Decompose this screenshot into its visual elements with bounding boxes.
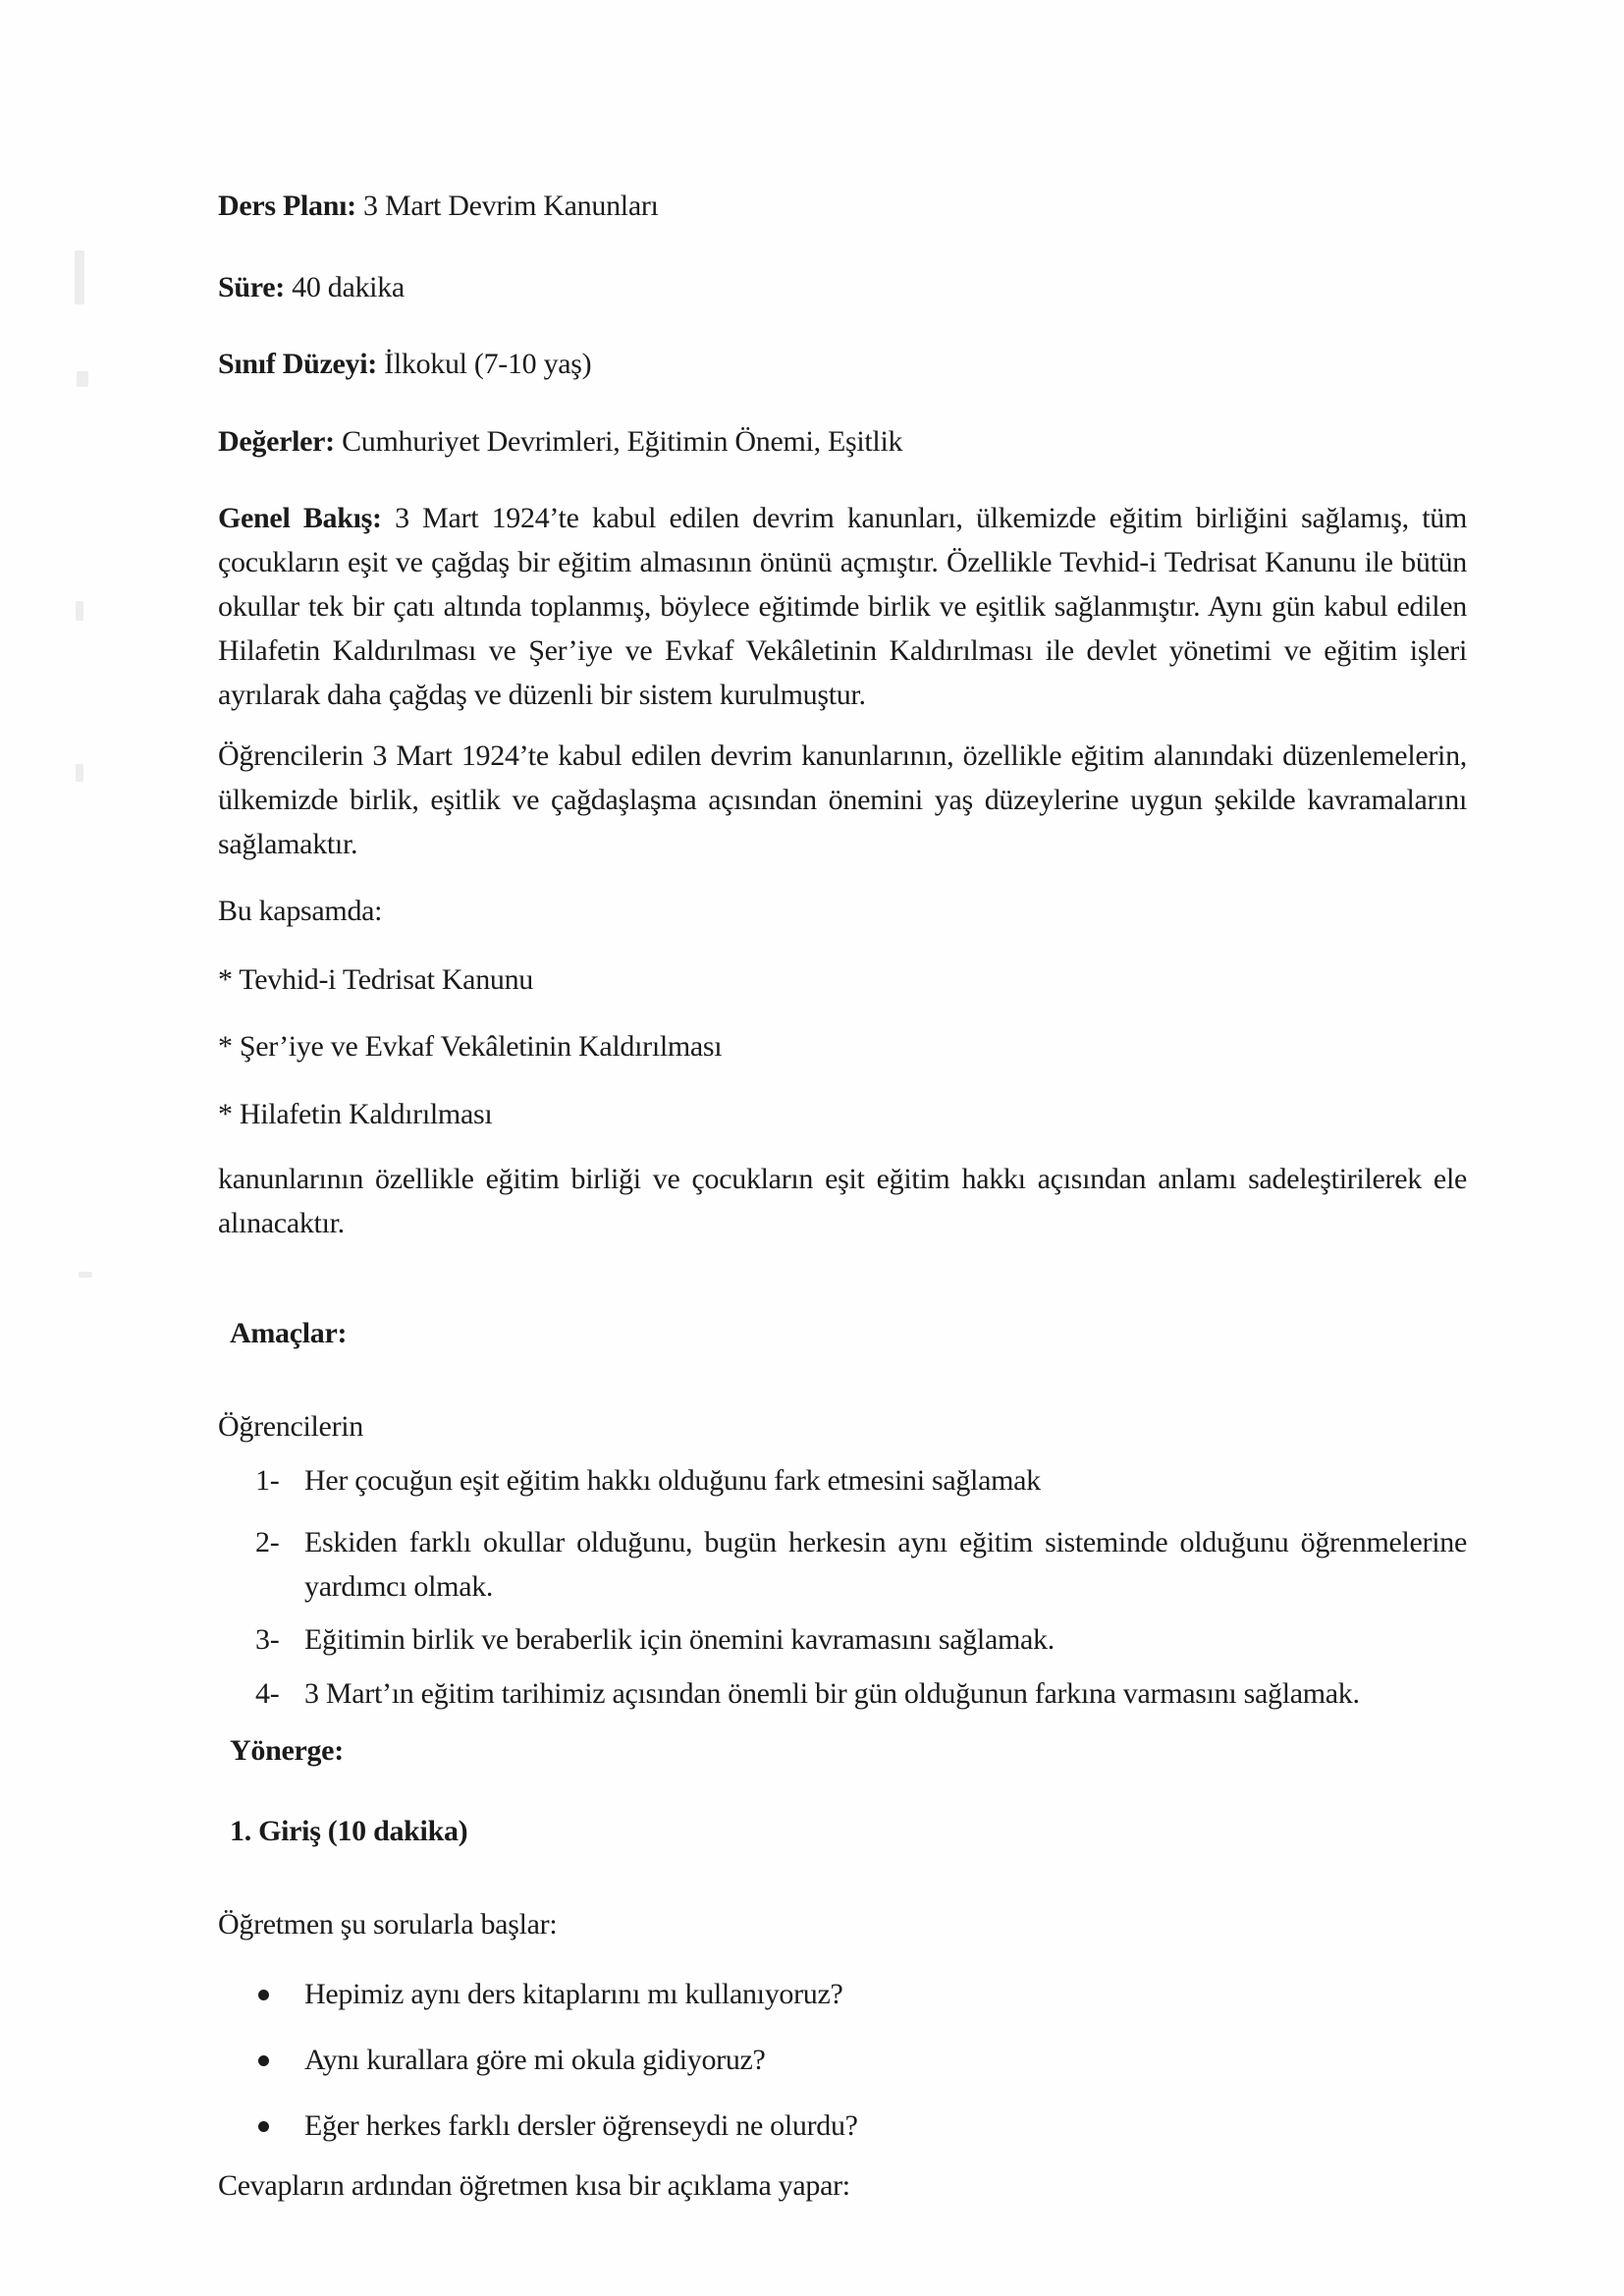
field-row-sure [218,265,1467,309]
teacher-intro: Öğretmen şu sorularla başlar: [218,1908,558,1941]
scan-artifact [76,601,83,621]
objective-text: 3 Mart’ın eğitim tarihimiz açısından önemli bir gün olduğunun farkına varmasını sağlamak. [304,1677,1360,1710]
field-value: Cumhuriyet Devrimleri, Eğitimin Önemi, Eşitlik [342,425,903,458]
document-content [218,184,1467,2208]
list-number: 1- [255,1464,280,1497]
field-value: 3 Mart Devrim Kanunları [363,190,659,222]
scope-item: * Şer’iye ve Evkaf Vekâletinin Kaldırılması [218,1030,723,1063]
bullet-icon [258,2121,269,2132]
directive-heading [218,1728,1467,1773]
objective-text: Eskiden farklı okullar olduğunu, bugün herkesin aynı eğitim sisteminde olduğunu öğrenmelerine yardımcı olmak. [304,1526,1467,1603]
field-value: 40 dakika [292,271,405,303]
field-row-ders-plani [218,184,1467,228]
scan-artifact [77,371,88,387]
field-row-degerler [218,419,1467,464]
directive-heading-text: Yönerge: [230,1734,344,1767]
list-number: 2- [255,1526,280,1558]
overview-paragraph [218,496,1467,717]
scope-outro: kanunlarının özellikle eğitim birliği ve çocukların eşit eğitim hakkı açısından anlamı sadeleştirilerek ele alınacaktır. [218,1163,1467,1239]
intro-section-heading-text: 1. Giriş (10 dakika) [230,1815,468,1847]
objective-item [218,1671,1467,1716]
field-label: Sınıf Düzeyi: [218,348,377,380]
scan-artifact [75,250,84,304]
scan-artifact [79,1272,92,1278]
bullet-icon [258,2055,269,2066]
objectives-heading [218,1311,1467,1355]
field-row-sinif-duzeyi [218,342,1467,386]
field-label: Süre: [218,271,285,303]
question-text: Aynı kurallara göre mi okula gidiyoruz? [304,2044,766,2076]
list-number: 4- [255,1677,280,1710]
objective-text: Her çocuğun eşit eğitim hakkı olduğunu fark etmesini sağlamak [304,1464,1041,1497]
intro-section-heading [218,1809,1467,1853]
objective-item [218,1458,1467,1503]
objectives-intro: Öğrencilerin [218,1410,363,1443]
objective-item [218,1520,1467,1609]
objective-text: Eğitimin birlik ve beraberlik için önemini kavramasını sağlamak. [304,1623,1055,1656]
question-item [218,1972,1467,2016]
objectives-heading-text: Amaçlar: [230,1317,348,1349]
closing-line: Cevapların ardından öğretmen kısa bir açıklama yapar: [218,2169,850,2202]
scope-item: * Tevhid-i Tedrisat Kanunu [218,963,533,996]
question-item [218,2104,1467,2148]
bullet-icon [258,1990,269,2000]
question-item [218,2038,1467,2082]
overview-label: Genel Bakış: [218,502,382,534]
scope-intro: Bu kapsamda: [218,895,383,927]
overview-text: 3 Mart 1924’te kabul edilen devrim kanunları, ülkemizde eğitim birliğini sağlamış, tüm çocukların eşit ve çağdaş bir eğitim almasının önünü açmıştır. Özellikle Tevhid-i Tedrisat Kanunu ile bütün okullar tek bir çatı altında toplanmış, böylece eğitimde birlik ve eşitlik sağlanmıştır. Aynı gün kabul edilen Hilafetin Kaldırılması ve Şer’iye ve Evkaf Vekâletinin Kaldırılması ile devlet yönetimi ve eğitim işleri ayrılarak daha çağdaş ve düzenli bir sistem kurulmuştur. [218,502,1467,711]
scan-artifact [76,764,83,782]
question-text: Hepimiz aynı ders kitaplarını mı kullanıyoruz? [304,1978,843,2010]
question-text: Eğer herkes farklı dersler öğrenseydi ne olurdu? [304,2109,858,2142]
field-label: Ders Planı: [218,190,356,222]
field-label: Değerler: [218,425,335,458]
list-number: 3- [255,1623,280,1656]
objective-item [218,1617,1467,1662]
field-value: İlkokul (7-10 yaş) [384,348,592,380]
purpose-paragraph: Öğrencilerin 3 Mart 1924’te kabul edilen devrim kanunlarının, özellikle eğitim alanındaki düzenlemelerin, ülkemizde birlik, eşitlik ve çağdaşlaşma açısından önemini yaş düzeylerine uygun şekilde kavramalarını sağlamaktır. [218,739,1467,860]
scope-item: * Hilafetin Kaldırılması [218,1098,493,1130]
